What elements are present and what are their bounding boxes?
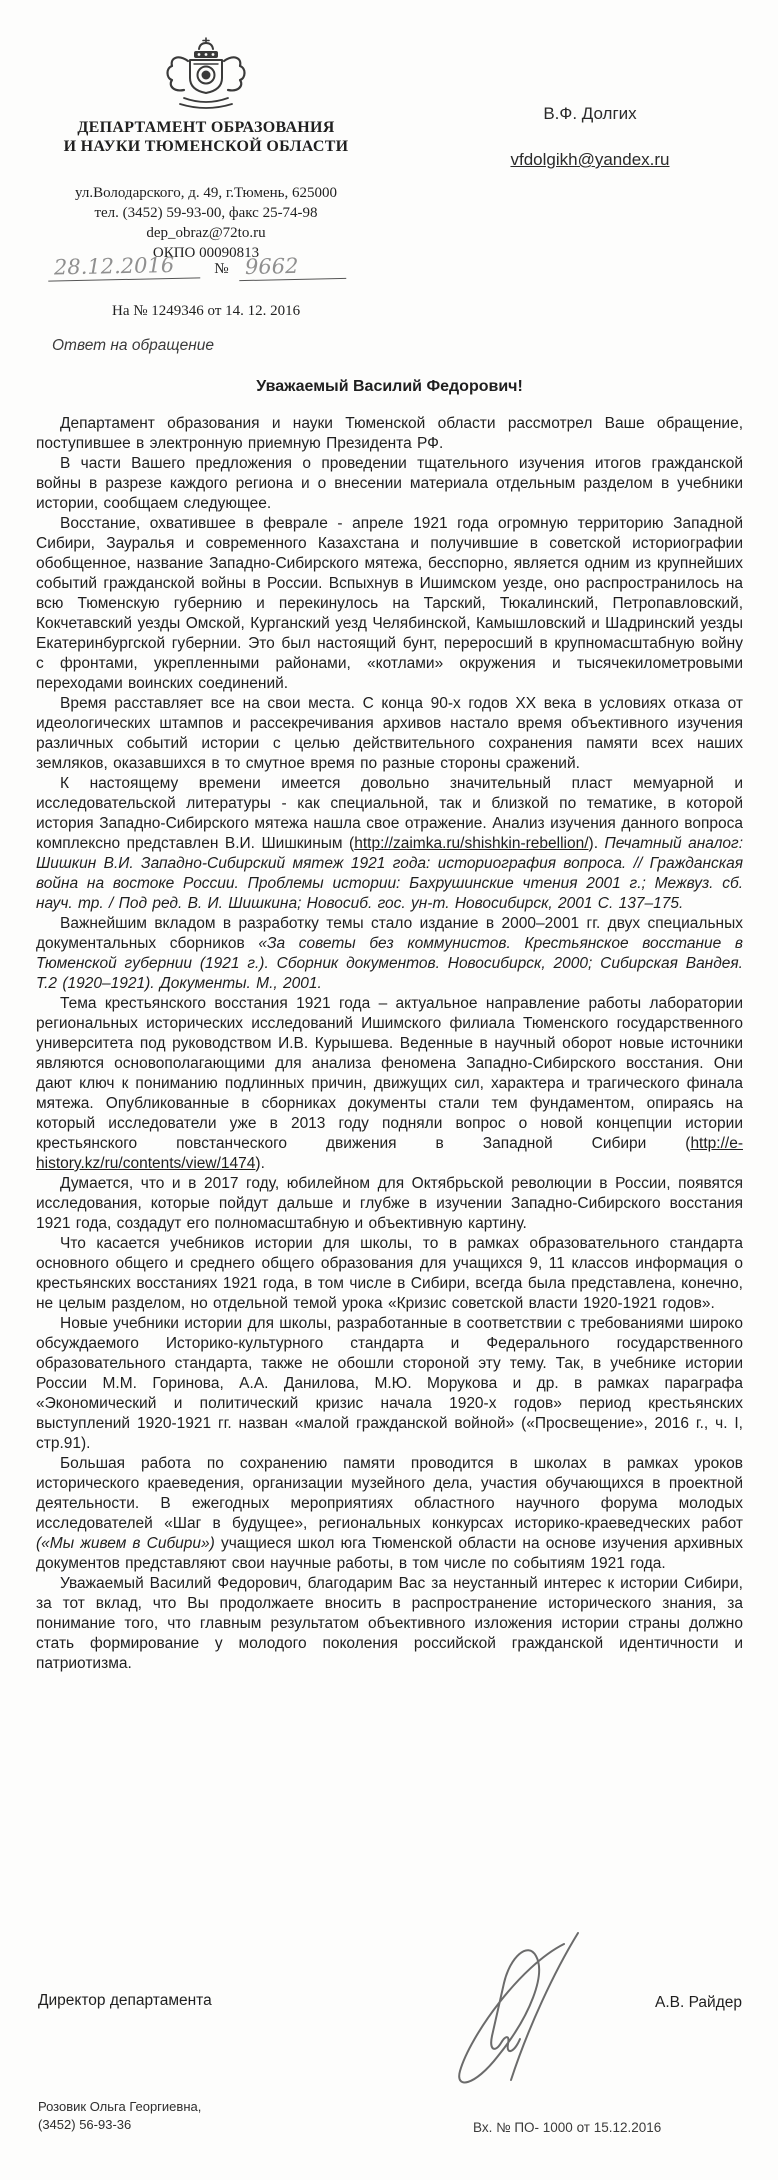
org-name xyxy=(38,118,374,156)
body-paragraph xyxy=(36,994,743,1174)
reference-line: На № 1249346 от 14. 12. 2016 xyxy=(112,303,301,319)
recipient-block xyxy=(455,104,725,170)
paragraph-text: Важнейшим вкладом в разработку темы стало издание в 2000–2001 гг. двух специальных документальных сборников xyxy=(36,915,743,952)
signature-title: Директор департамента xyxy=(38,1992,212,2009)
paragraph-text: Тема крестьянского восстания 1921 года – актуальное направление работы лаборатории региональных исторических исследований Ишимского филиала Тюменского государственного университета под руководством И.В. Курышева. Веденные в научный оборот новые источники являются основополагающими для анализа феномена Западно-Сибирского восстания. Они дают ключ к пониманию подлинных причин, движущих сил, характера и трагического финала мятежа. Опубликованные в сборниках документы стали тем фундаментом, опираясь на который исследователи уже в 2013 году подняли вопрос о новой концепции истории крестьянского повстанческого движения в Западной Сибири ( xyxy=(36,995,743,1152)
paragraph-text: ). xyxy=(255,1155,265,1172)
url-text: http://zaimka.ru/shishkin-rebellion/ xyxy=(354,835,589,852)
salutation: Уважаемый Василий Федорович! xyxy=(256,378,523,395)
body-paragraph xyxy=(36,454,743,514)
body-paragraph xyxy=(36,1174,743,1234)
body-paragraph xyxy=(36,1454,743,1574)
recipient-name: В.Ф. Долгих xyxy=(543,104,637,123)
letterhead xyxy=(38,34,374,263)
org-address-okpo: ОКПО 00090813 xyxy=(152,245,260,261)
paragraph-text: «За советы без коммунистов. Крестьянское восстание в Тюменской губернии (1921 г.). Сборник документов. Новосибирск, 2000; Сибирская Вандея. Т.2 (1920–1921). Документы. М., 2001. xyxy=(36,935,743,992)
letter-body xyxy=(36,377,743,1674)
paragraph-text: Думается, что и в 2017 году, юбилейном для Октябрьской революции в России, появятся исследования, которые пойдут дальше и глубже в изучении Западно-Сибирского восстания 1921 года, создадут его полномасштабную и объективную картину. xyxy=(36,1175,743,1232)
paragraph-text: учащиеся школ юга Тюменской области на основе изучения архивных документов представляют свои научные работы, в том числе по событиям 1921 года. xyxy=(36,1535,743,1572)
paragraph-text: Восстание, охватившее в феврале - апреле 1921 года огромную территорию Западной Сибири, Зауралья и современного Казахстана и получившие в советской историографии обобщенное, название Западно-Сибирского мятежа, бесспорно, является одним из крупнейших событий гражданской войны в России. Вспыхнув в Ишимском уезде, оно распространилось на всю Тюменскую губернию и перекинулось на Тарский, Тюкалинский, Петропавловский, Кокчетавский уезды Омской, Курганский уезд Челябинской, Камышловский и Шадринский уезды Екатеринбургской губернии. Это был настоящий бунт, переросший в крупномасштабную войну с фронтами, укрепленными районами, «котлами» окружения и тысячекилометровыми переходами воинских соединений. xyxy=(36,515,743,692)
executor-block xyxy=(38,2098,201,2134)
body-paragraph xyxy=(36,514,743,694)
org-address-phone: тел. (3452) 59-93-00, факс 25-74-98 xyxy=(94,205,318,221)
body-paragraph xyxy=(36,1314,743,1454)
org-name-line2: И НАУКИ ТЮМЕНСКОЙ ОБЛАСТИ xyxy=(63,138,349,155)
signature-icon xyxy=(432,1930,602,2095)
reg-number-handwritten: 9662 xyxy=(238,253,346,281)
body-paragraph xyxy=(36,774,743,914)
paragraph-text: К настоящему времени имеется довольно значительный пласт мемуарной и исследовательской литературы - как специальной, так и близкой по тематике, в которой история Западно-Сибирского мятежа нашла свое отражение. Анализ изучения данного вопроса комплексно представлен В.И. Шишкиным ( xyxy=(36,775,743,852)
paragraphs-container xyxy=(36,414,743,1674)
body-paragraph xyxy=(36,694,743,774)
paragraph-text: Большая работа по сохранению памяти проводится в школах в рамках уроков исторического краеведения, организации музейного дела, участия обучающихся в проектной деятельности. В ежегодных мероприятиях областного научного форума молодых исследователей «Шаг в будущее», региональных конкурсах историко-краеведческих работ xyxy=(36,1455,743,1532)
body-paragraph xyxy=(36,914,743,994)
incoming-stamp: Вх. № ПО- 1000 от 15.12.2016 xyxy=(473,2120,662,2135)
paragraph-text: Печатный аналог: Шишкин В.И. Западно-Сибирский мятеж 1921 года: историография вопроса. // Гражданская война на востоке России. Проблемы истории: Бахрушинские чтения 2001 г.; Межвуз. сб. науч. тр. / Под ред. В. И. Шишкина; Новосиб. гос. ун-т. Новосибирск, 2001 С. 137–175. xyxy=(36,835,744,912)
url-text: http://e-history.kz/ru/contents/view/1474 xyxy=(36,1135,743,1172)
paragraph-text: («Мы живем в Сибири») xyxy=(36,1535,215,1552)
body-paragraph xyxy=(36,1234,743,1314)
executor-phone: (3452) 56-93-36 xyxy=(38,2117,132,2132)
org-address-street: ул.Володарского, д. 49, г.Тюмень, 625000 xyxy=(75,185,337,201)
subject-line: Ответ на обращение xyxy=(52,337,215,354)
paragraph-text: ). xyxy=(588,835,605,852)
body-paragraph xyxy=(36,1574,743,1674)
org-name-line1: ДЕПАРТАМЕНТ ОБРАЗОВАНИЯ xyxy=(77,119,335,136)
paragraph-text: Что касается учебников истории для школы, то в рамках образовательного стандарта основного общего и среднего общего образования для учащихся 9, 11 классов информация о крестьянских восстаниях 1921 года, в том числе в Сибири, всегда была представлена, конечно, не целым разделом, но отдельной темой урока «Кризис советской власти 1920-1921 годов». xyxy=(36,1235,743,1312)
reg-date-handwritten: 28.12.2016 xyxy=(48,252,201,281)
paragraph-text: Новые учебники истории для школы, разработанные в соответствии с требованиями широко обсуждаемого Историко-культурного стандарта и Федерального государственного образовательного стандарта, также не обошли стороной эту тему. Так, в учебнике истории России М.М. Горинова, А.А. Данилова, М.Ю. Морукова и др. в рамках параграфа «Экономический и политический кризис начала 1920-х годов» период крестьянских выступлений 1920-1921 гг. назван «малой гражданской войной» («Просвещение», 2016 г., ч. I, стр.91). xyxy=(36,1315,743,1452)
body-paragraph xyxy=(36,414,743,454)
org-address xyxy=(38,183,374,263)
org-address-email: dep_obraz@72to.ru xyxy=(146,225,266,241)
recipient-email: vfdolgikh@yandex.ru xyxy=(510,150,670,169)
coat-of-arms-icon xyxy=(158,34,254,112)
paragraph-text: Департамент образования и науки Тюменской области рассмотрел Ваше обращение, поступившее в электронную приемную Президента РФ. xyxy=(36,415,743,452)
paragraph-text: Время расставляет все на свои места. С конца 90-х годов XX века в условиях отказа от идеологических штампов и рассекречивания архивов настало время объективного изучения различных событий истории с целью действительного сохранения памяти всех наших земляков, оказавшихся в то смутное время по разные стороны сражений. xyxy=(36,695,743,772)
paragraph-text: В части Вашего предложения о проведении тщательного изучения итогов гражданской войны в разрезе каждого региона и о внесении материала отдельным разделом в учебники истории, сообщаем следующее. xyxy=(36,455,743,512)
signer-name: А.В. Райдер xyxy=(655,1994,742,2011)
number-sign: № xyxy=(214,261,229,277)
executor-name: Розовик Ольга Георгиевна, xyxy=(38,2099,202,2114)
paragraph-text: Уважаемый Василий Федорович, благодарим Вас за неустанный интерес к истории Сибири, за тот вклад, что Вы продолжаете вносить в распространение исторического знания, за понимание того, что главным результатом объективного изложения истории страны должно стать формирование у молодого поколения российской гражданской идентичности и патриотизма. xyxy=(36,1575,743,1672)
registration-row xyxy=(48,254,346,280)
